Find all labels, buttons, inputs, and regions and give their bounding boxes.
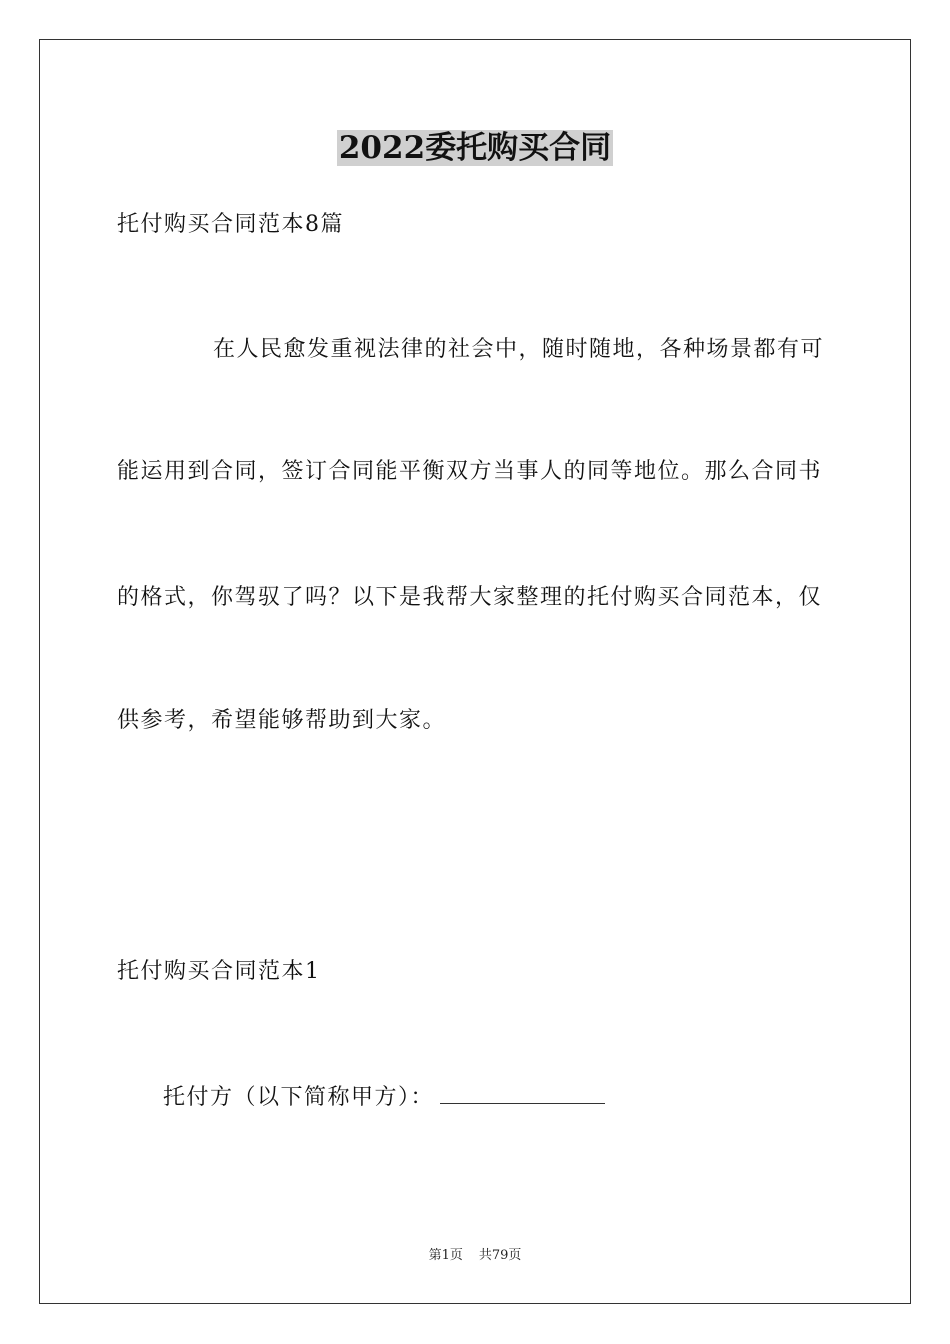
document-title-text: 2022委托购买合同 xyxy=(338,130,612,166)
intro-line-1: 在人民愈发重视法律的社会中，随时随地，各种场景都有可 xyxy=(213,337,825,362)
intro-line-2: 能运用到合同，签订合同能平衡双方当事人的同等地位。那么合同书 xyxy=(117,459,823,484)
document-title xyxy=(0,128,950,168)
party-a-label: 托付方（以下简称甲方）： xyxy=(163,1085,435,1110)
party-a-line xyxy=(163,1081,605,1113)
intro-line-3: 的格式，你驾驭了吗？以下是我帮大家整理的托付购买合同范本，仅 xyxy=(117,585,823,610)
intro-line-4: 供参考，希望能够帮助到大家。 xyxy=(117,708,447,733)
page-total: 共79页 xyxy=(478,1248,522,1263)
page-number: 第1页 xyxy=(428,1248,463,1263)
document-subtitle: 托付购买合同范本8篇 xyxy=(117,212,344,237)
page-footer xyxy=(0,1247,950,1265)
section-heading: 托付购买合同范本1 xyxy=(117,959,321,984)
party-a-blank xyxy=(440,1081,605,1104)
